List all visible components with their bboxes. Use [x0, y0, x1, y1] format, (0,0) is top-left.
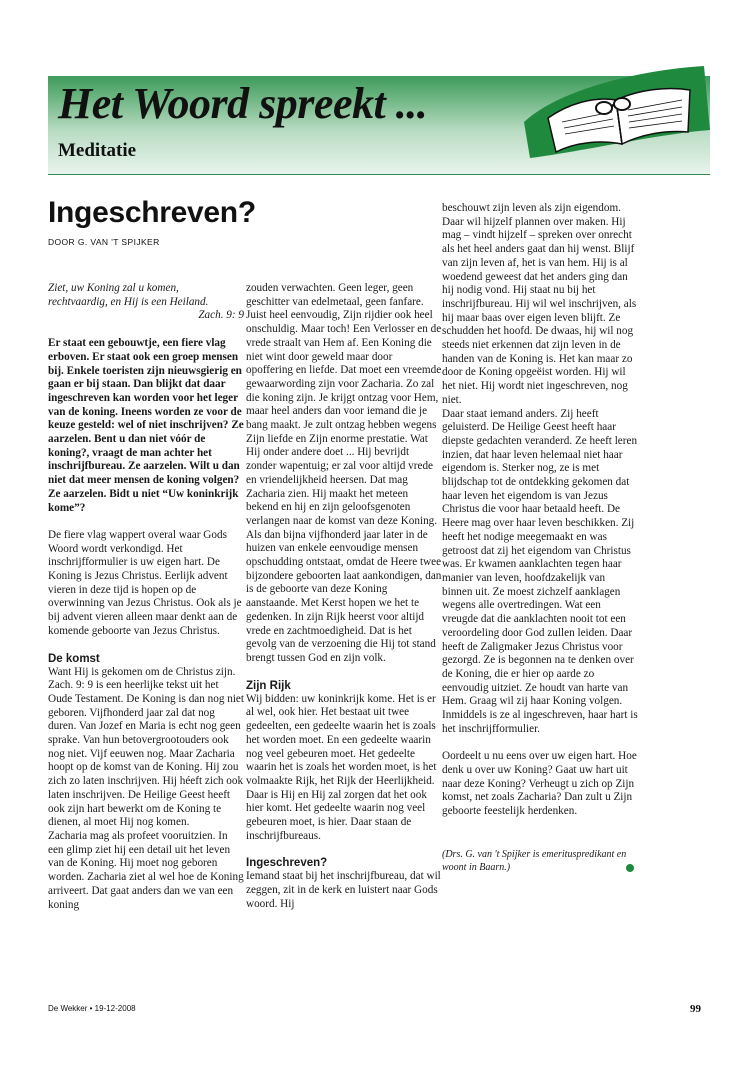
- section-label: Meditatie: [58, 140, 137, 161]
- paragraph: De fiere vlag wappert overal waar Gods Woord wordt verkondigd. Het inschrijfformulier is uw eigen hart. De Koning is Jezus Christus. Eerlijk advent vieren in deze tijd is hopen op de overwinning van Jezus Christus. Ook als je bij advent vieren alleen maar denkt aan de komende geboorte van Jezus Christus.: [48, 528, 242, 637]
- byline: DOOR G. VAN 'T SPIJKER: [48, 237, 160, 247]
- author-note: [442, 848, 638, 874]
- paragraph: Oordeelt u nu eens over uw eigen hart. Hoe denk u over uw Koning? Gaat uw hart uit naar deze Koning? Verheugt u zich op Zijn komst, net zoals Zacharia? Dan zult u Zijn geboorte feestelijk herdenken.: [442, 750, 637, 817]
- paragraph: Want Hij is gekomen om de Christus zijn. Zach. 9: 9 is een heerlijke tekst uit het Oude Testament. De Koning is dan nog niet geboren. Vijfhonderd jaar zal dat nog duren. Van Jozef en Maria is echt nog geen sprake. Van hun betovergrootouders ook nog niet. Vijf eeuwen nog. Maar Zacharia hoopt op de komst van de Koning. Hij zou zich zo laten inschrijven. Hij héeft zich ook laten inschrijven. De Heilige Geest heeft ook zijn hart bewerkt om de Koning te dienen, al moet Hij nog komen.: [48, 665, 244, 829]
- subheading: Zijn Rijk: [246, 679, 291, 692]
- column-3: [442, 202, 638, 874]
- footer-publication: De Wekker • 19-12-2008: [48, 1004, 136, 1013]
- paragraph: Daar staat iemand anders. Zij heeft geluisterd. De Heilige Geest heeft haar diepste gedachten veranderd. Ze heeft leren inzien, dat haar leven helemaal niet haar eigendom is. Sterker nog, ze is met blijdschap tot de ontdekking gekomen dat haar leven het eigendom is van Jezus Christus die voor haar betaald heeft. De Heere mag over haar leven beschikken. Zij heeft het nodige meegemaakt en was getroost dat zij het eigendom van Christus was. Er kwamen aanklachten tegen haar manier van leven, hoofdzakelijk van binnen uit. Ze moest zichzelf aanklagen wegens alle overtredingen. Wat een vreugde dat die aanklachten nooit tot een veroordeling door God zullen leiden. Daar heeft de Zaligmaker Jezus Christus voor gezorgd. Ze is begonnen na te denken over de Koning, die er hier op aarde zo eenvoudig uitziet. Ze houdt van harte van Hem. Graag wil zij haar Koning volgen. Inmiddels is ze al ingeschreven, haar hart is het inschrijfformulier.: [442, 407, 638, 735]
- subheading: Ingeschreven?: [246, 857, 328, 870]
- quote-line: Ziet, uw Koning zal u komen,: [48, 282, 179, 294]
- subheading: De komst: [48, 652, 100, 665]
- article-title: Ingeschreven?: [48, 196, 256, 229]
- quote-reference: Zach. 9: 9: [198, 309, 244, 322]
- quote-line: rechtvaardig, en Hij is een Heiland.: [48, 295, 209, 308]
- paragraph: Wij bidden: uw koninkrijk kome. Het is er al wel, ook hier. Het bestaat uit twee gedeelten, een gedeelte waarin het is zoals het worden moet. En een gedeelte waarin nog veel gebeuren moet. Het gedeelte waarin het is zoals het worden moet, is het volmaakte Rijk, het Rijk der Heerlijkheid. Daar is Hij en Hij zal zorgen dat het ook hier komt. Het gedeelte waarin nog veel gebeuren moet, is hier. Daar staan de inschrijfbureaus.: [246, 692, 437, 842]
- end-dot-icon: [626, 864, 634, 872]
- paragraph: Iemand staat bij het inschrijfbureau, dat wil zeggen, zit in de kerk en luistert naar Gods woord. Hij: [246, 870, 441, 910]
- header-title: Het Woord spreekt ...: [58, 79, 428, 128]
- paragraph: Zacharia mag als profeet vooruitzien. In een glimp ziet hij een detail uit het leven van de Koning. Hij moet nog geboren worden. Zacharia ziet al wel hoe de Koning arriveert. Dat gaat anders dan we van een koning: [48, 830, 244, 911]
- open-book-with-glasses-icon: [518, 60, 714, 160]
- lead-paragraph: Er staat een gebouwtje, een fiere vlag erboven. Er staat ook een groep mensen bij. Enkele toeristen zijn nieuwsgierig en gaan er bij staan. Dan blijkt dat daar ingeschreven kan worden voor het leger van de koning. Ineens worden ze voor de keuze gesteld: wel of niet inschrijven? Ze aarzelen. Bent u dan niet vóór de koning?, vraagt de man achter het inschrijfbureau. Ze aarzelen. Wilt u dan niet dat meer mensen de koning volgen? Ze aarzelen. Bidt u niet “Uw koninkrijk kome”?: [48, 337, 244, 514]
- paragraph: zouden verwachten. Geen leger, geen geschitter van edelmetaal, geen fanfare. Juist heel eenvoudig, Zijn rijdier ook heel onschuldig. Maar toch! Een Verlosser en de vrede straalt van Hem af. Een Koning die niet wint door geweld maar door opoffering en liefde. Dat moet een vreemde gewaarwording zijn voor Zacharia. Zo zal die koning zijn. Je krijgt ontzag voor Hem, maar heel anders dan voor iemand die je bang maakt. Je zult ontzag hebben wegens Zijn liefde en Zijn enorme prestatie. Wat Hij onder andere doet ... Hij bevrijdt zonder wapentuig; er zal voor altijd vrede en vriendelijkheid heersen. Dat mag Zacharia zien. Hij maakt het meteen bekend en hij en zijn geloofsgenoten verlangen naar de komst van deze Koning. Als dan bijna vijfhonderd jaar later in de huizen van enkele eenvoudige mensen opschudding ontstaat, omdat de Heere twee bijzondere geboorten laat aankondigen, dan is de geboorte van deze Koning aanstaande. Met Kerst hopen we het te gedenken. In zijn Rijk heerst voor altijd vrede en zachtmoedigheid. Dat is het gevolg van de verzoening die Hij tot stand brengt tussen God en zijn volk.: [246, 282, 442, 664]
- column-2: [246, 282, 442, 912]
- author-note-text: (Drs. G. van 't Spijker is emerituspredikant en woont in Baarn.): [442, 849, 627, 874]
- header-rule: [48, 174, 710, 175]
- column-1: [48, 282, 244, 912]
- paragraph: beschouwt zijn leven als zijn eigendom. Daar wil hijzelf plannen over maken. Hij mag – vindt hijzelf – spreken over onrecht als het heel anders gaat dan hij wenst. Blijf van zijn leven af, het is van hem. Hij is al woedend geweest dat het anders ging dan hij nodig vond. Hij staat nu bij het inschrijfbureau. Hij wil wel inschrijven, als hij maar baas over eigen leven blijft. Ze schudden het hoofd. De dwaas, hij wil nog steeds niet erkennen dat zijn leven in de handen van de Koning is. Het kan maar zo door de Koning opgeëist worden. Hij wil het niet. Hij wordt niet ingeschreven, nog niet.: [442, 202, 637, 406]
- page-number: 99: [690, 1003, 701, 1015]
